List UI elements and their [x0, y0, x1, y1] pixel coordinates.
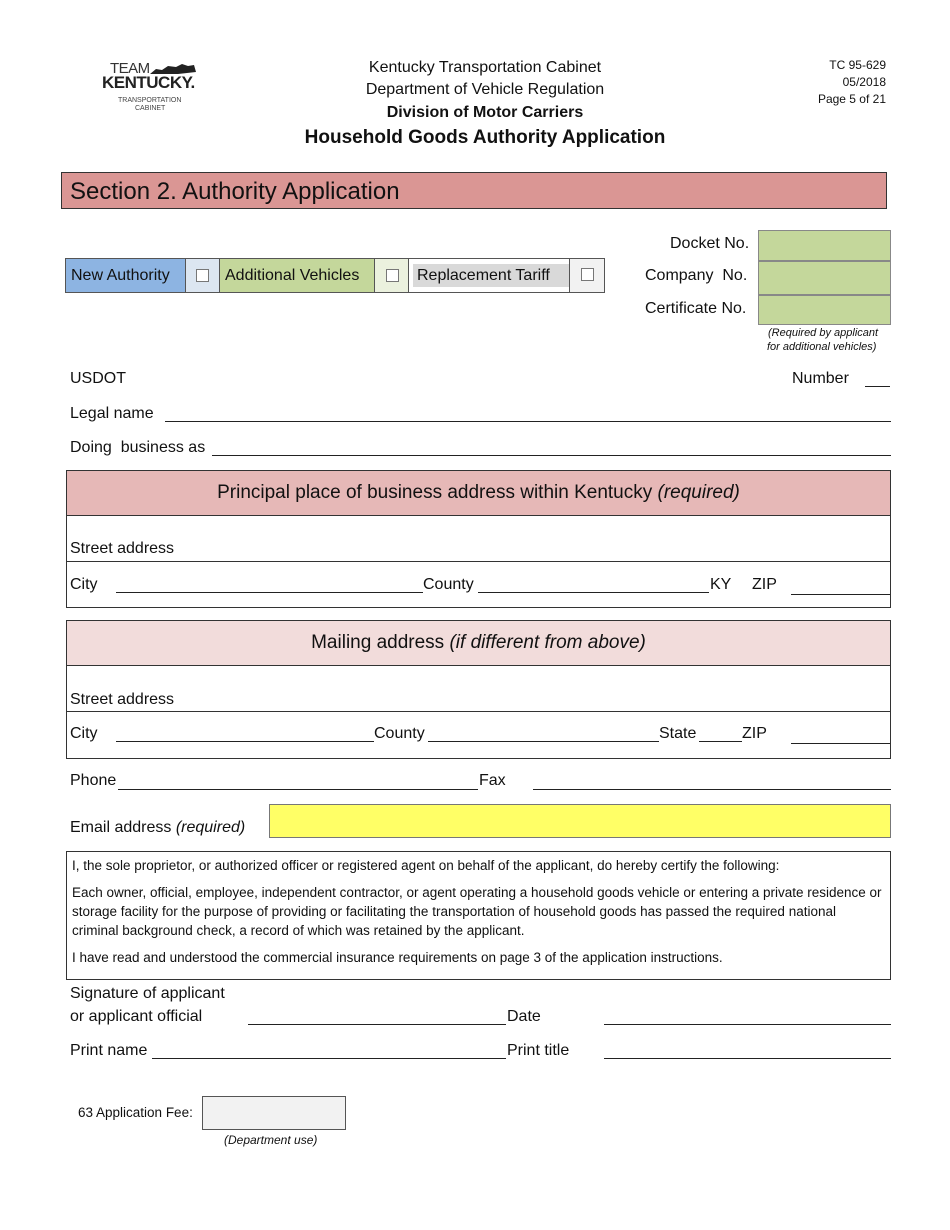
principal-county-label: County — [423, 576, 474, 593]
department-use-note: (Department use) — [224, 1133, 318, 1147]
form-date: 05/2018 — [842, 75, 886, 89]
page-title: Household Goods Authority Application — [304, 127, 666, 148]
mailing-city-label: City — [70, 725, 98, 742]
logo-sub2-text: CABINET — [135, 105, 166, 112]
ids-note-line2: for additional vehicles) — [767, 341, 877, 353]
principal-zip-field[interactable] — [791, 594, 890, 595]
fax-label: Fax — [479, 772, 506, 789]
signature-label-line1: Signature of applicant — [70, 985, 225, 1002]
certification-insurance: I have read and understood the commercial insurance requirements on page 3 of the application instructions. — [72, 950, 723, 965]
logo-sub1-text: TRANSPORTATION — [118, 97, 182, 104]
application-fee-label: 63 Application Fee: — [78, 1105, 193, 1120]
mailing-title-note: (if different from above) — [449, 632, 646, 653]
principal-address-body — [66, 516, 891, 608]
dba-label: Doing business as — [70, 439, 206, 456]
phone-field[interactable] — [118, 789, 478, 790]
replacement-tariff-cell — [569, 258, 605, 293]
mailing-street-label: Street address — [70, 691, 175, 708]
usdot-number-field[interactable] — [865, 386, 890, 387]
mailing-address-body — [66, 666, 891, 759]
phone-label: Phone — [70, 772, 117, 789]
certification-box — [66, 851, 891, 980]
ids-note-line1: (Required by applicant — [768, 327, 879, 339]
additional-vehicles-cell — [374, 258, 409, 293]
certificate-label: Certificate No. — [645, 300, 747, 317]
company-field[interactable] — [758, 261, 891, 295]
mailing-county-label: County — [374, 725, 425, 742]
header-agency: Kentucky Transportation Cabinet — [368, 59, 602, 76]
application-fee-field[interactable] — [202, 1096, 346, 1130]
docket-field[interactable] — [758, 230, 891, 261]
principal-state-value: KY — [710, 576, 732, 593]
form-info — [818, 57, 886, 108]
legal-name-field[interactable] — [165, 421, 891, 422]
email-label-note: (required) — [175, 819, 246, 836]
print-name-label: Print name — [70, 1042, 148, 1059]
signature-label-line2: or applicant official — [70, 1008, 203, 1025]
mailing-state-label: State — [659, 725, 697, 742]
certification-background-check: Each owner, official, employee, independent contractor, or agent operating a household goods vehicle or entering a private residence or storage facility for the purpose of providing or facilitating the transportation of household goods has passed the required national criminal background check, a record of which was retained by the applicant. — [72, 885, 882, 938]
mailing-title: Mailing address — [311, 632, 445, 653]
mailing-city-field[interactable] — [116, 741, 374, 742]
mailing-county-field[interactable] — [428, 741, 659, 742]
mailing-street-field[interactable] — [67, 711, 890, 712]
section-title: Section 2. Authority Application — [61, 172, 887, 209]
logo-team-text: TEAM — [110, 60, 150, 77]
new-authority-label: New Authority — [65, 258, 186, 293]
signature-field[interactable] — [248, 1024, 506, 1025]
principal-title: Principal place of business address within Kentucky — [217, 482, 653, 503]
principal-address-header — [66, 470, 891, 516]
principal-title-note: (required) — [657, 482, 740, 503]
date-label: Date — [507, 1008, 541, 1025]
email-field[interactable] — [269, 804, 891, 838]
form-number: TC 95-629 — [829, 58, 886, 72]
company-label: Company No. — [645, 267, 748, 284]
principal-zip-label: ZIP — [752, 576, 777, 593]
number-label: Number — [792, 370, 849, 387]
replacement-tariff-text: Replacement Tariff — [413, 264, 569, 287]
mailing-zip-label: ZIP — [742, 725, 767, 742]
new-authority-checkbox[interactable] — [196, 269, 209, 282]
legal-name-label: Legal name — [70, 405, 154, 422]
header-department: Department of Vehicle Regulation — [365, 81, 605, 98]
email-label — [70, 819, 245, 837]
print-name-field[interactable] — [152, 1058, 506, 1059]
new-authority-cell — [185, 258, 220, 293]
email-label-text: Email address — [70, 819, 172, 836]
print-title-label: Print title — [507, 1042, 570, 1059]
replacement-tariff-label — [408, 258, 570, 293]
principal-county-field[interactable] — [478, 592, 709, 593]
additional-vehicles-label: Additional Vehicles — [219, 258, 375, 293]
principal-street-label: Street address — [70, 540, 175, 557]
certificate-field[interactable] — [758, 295, 891, 325]
certification-intro: I, the sole proprietor, or authorized officer or registered agent on behalf of the applicant, do hereby certify the following: — [72, 858, 780, 873]
print-title-field[interactable] — [604, 1058, 891, 1059]
principal-city-field[interactable] — [116, 592, 423, 593]
mailing-state-field[interactable] — [699, 741, 742, 742]
logo-kentucky-text: KENTUCKY. — [102, 73, 195, 92]
principal-city-label: City — [70, 576, 98, 593]
usdot-label: USDOT — [70, 370, 126, 387]
replacement-tariff-checkbox[interactable] — [581, 268, 594, 281]
dba-field[interactable] — [212, 455, 891, 456]
mailing-address-header — [66, 620, 891, 666]
additional-vehicles-checkbox[interactable] — [386, 269, 399, 282]
mailing-zip-field[interactable] — [791, 743, 890, 744]
docket-label: Docket No. — [670, 235, 750, 252]
page-number: Page 5 of 21 — [817, 92, 886, 106]
team-kentucky-logo — [100, 58, 204, 116]
fax-field[interactable] — [533, 789, 891, 790]
header-division: Division of Motor Carriers — [386, 104, 584, 121]
principal-street-field[interactable] — [67, 561, 890, 562]
date-field[interactable] — [604, 1024, 891, 1025]
